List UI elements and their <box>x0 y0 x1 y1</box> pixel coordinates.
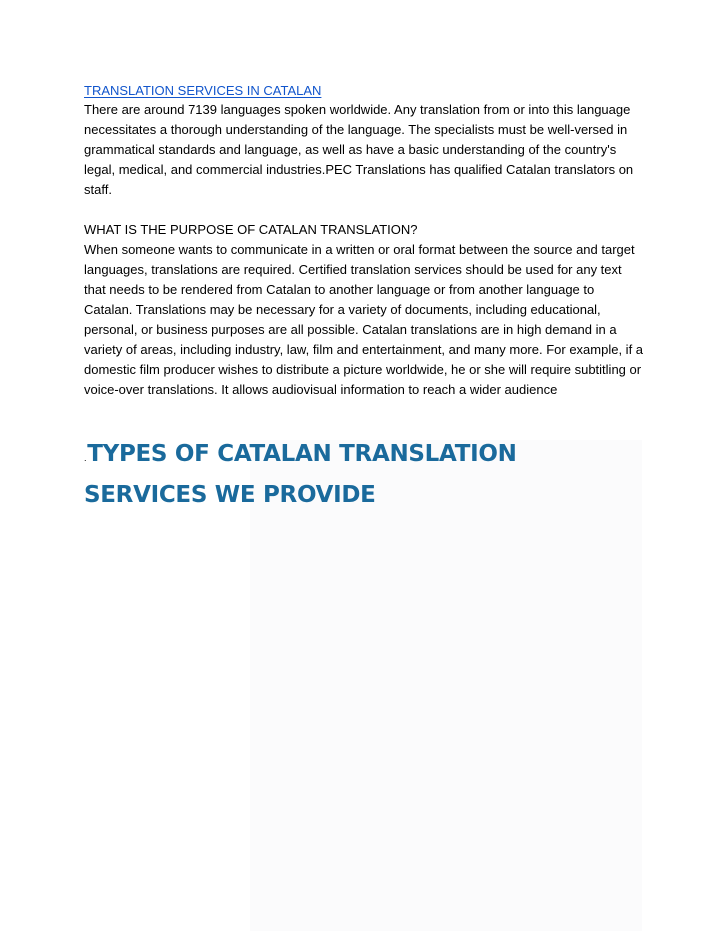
section-marker: . <box>84 453 87 463</box>
section-heading <box>84 436 644 514</box>
translation-services-link[interactable]: TRANSLATION SERVICES IN CATALAN <box>84 83 322 98</box>
purpose-heading: WHAT IS THE PURPOSE OF CATALAN TRANSLATION? <box>84 222 418 237</box>
section-spacer <box>84 400 644 436</box>
intro-paragraph: There are around 7139 languages spoken worldwide. Any translation from or into this language necessitates a thorough understanding of the language. The specialists must be well-versed in grammatical standards and language, as well as have a basic understanding of the country's legal, medical, and commercial industries.PEC Translations has qualified Catalan translators on staff. <box>84 102 634 197</box>
paragraph-spacer <box>84 200 644 220</box>
document-content <box>84 82 644 514</box>
section-heading-text: TYPES OF CATALAN TRANSLATION SERVICES WE PROVIDE <box>84 441 517 508</box>
purpose-paragraph: When someone wants to communicate in a written or oral format between the source and target languages, translations are required. Certified translation services should be used for any text that needs to be rendered from Catalan to another language or from another language to Catalan. Translations may be necessary for a variety of documents, including educational, personal, or business purposes are all possible. Catalan translations are in high demand in a variety of areas, including industry, law, film and entertainment, and many more. For example, if a domestic film producer wishes to distribute a picture worldwide, he or she will require subtitling or voice-over translations. It allows audiovisual information to reach a wider audience <box>84 242 644 397</box>
